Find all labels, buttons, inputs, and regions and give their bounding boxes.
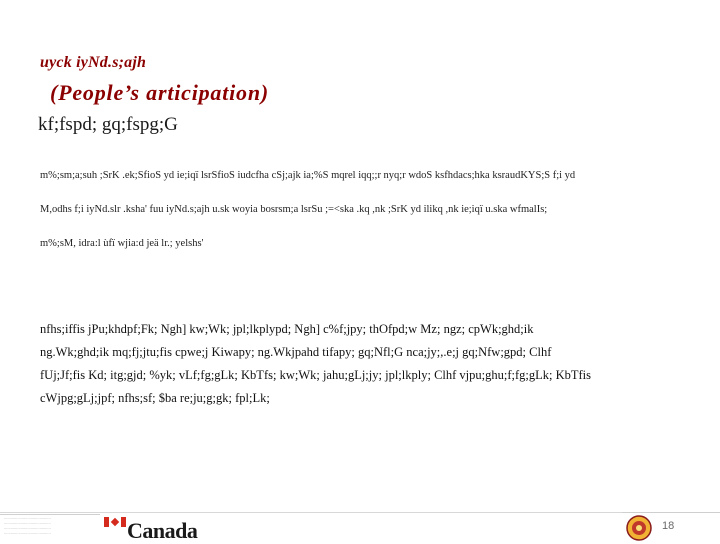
footer-tiny-line: .......................................... bbox=[4, 520, 51, 525]
slide-title-english: (People’s articipation) bbox=[50, 80, 270, 105]
paragraph-line: nfhs;iffis jPu;khdpf;Fk; Ngh] kw;Wk; jpl;lkplypd; Ngh] c%f;jpy; thOfpd;w Mz; ngz; cpWk;ghd;ik bbox=[40, 322, 534, 336]
footer-tiny-line: .......................................... bbox=[4, 525, 51, 530]
footer-tiny-line: .......................................... bbox=[4, 515, 51, 520]
footer-partner-text bbox=[0, 514, 100, 541]
page-number: 18 bbox=[662, 520, 675, 532]
slide-subtitle: kf;fspd; gq;fspg;G bbox=[38, 114, 178, 135]
slide-title-tamil: uyck iyNd.s;ajh bbox=[40, 54, 147, 71]
paragraph-line: fUj;Jf;fis Kd; itg;gjd; %yk; vLf;fg;gLk; KbTfs; kw;Wk; jahu;gLj;jy; jpl;lkply; Clhf vjpu;ghu;f;fg;gLk; KbTfis bbox=[40, 368, 592, 382]
footer-divider bbox=[0, 512, 720, 513]
paragraph-line: M,odhs f;i iyNd.slr .ksha' fuu iyNd.s;ajh u.sk woyia bosrsm;a lsrSu ;=<ska .kq ,nk ;SrK yd ilikq ,nk ie;iqï u.ska wfmalIs; bbox=[40, 204, 548, 215]
emblem-icon bbox=[626, 515, 652, 541]
footer-tiny-line: .......................................... bbox=[4, 530, 51, 535]
paragraph-tamil bbox=[40, 318, 700, 410]
canada-wordmark: Canada bbox=[127, 518, 198, 543]
paragraph-line: m%;sM, idra:l ùfï wjia:d jeä lr.; yelshs' bbox=[40, 238, 204, 249]
paragraph-line: m%;sm;a;suh ;SrK .ek;SfioS yd ie;iqï lsrSfioS iudcfha cSj;ajk ia;%S mqrel iqq;;r nyq;r wdoS ksfhdacs;hka ksraudKYS;S f;i yd bbox=[40, 170, 576, 181]
paragraph-line: ng.Wk;ghd;ik mq;fj;jtu;fis cpwe;j Kiwapy; ng.Wkjpahd tifapy; gq;Nfl;G nca;jy;,.e;j gq;Nfw;gpd; Clhf bbox=[40, 345, 552, 359]
paragraph-sinhala bbox=[40, 166, 695, 268]
canada-flag-icon bbox=[104, 517, 126, 527]
paragraph-line: cWjpg;gLj;jpf; nfhs;sf; $ba re;ju;g;gk; fpl;Lk; bbox=[40, 391, 270, 405]
